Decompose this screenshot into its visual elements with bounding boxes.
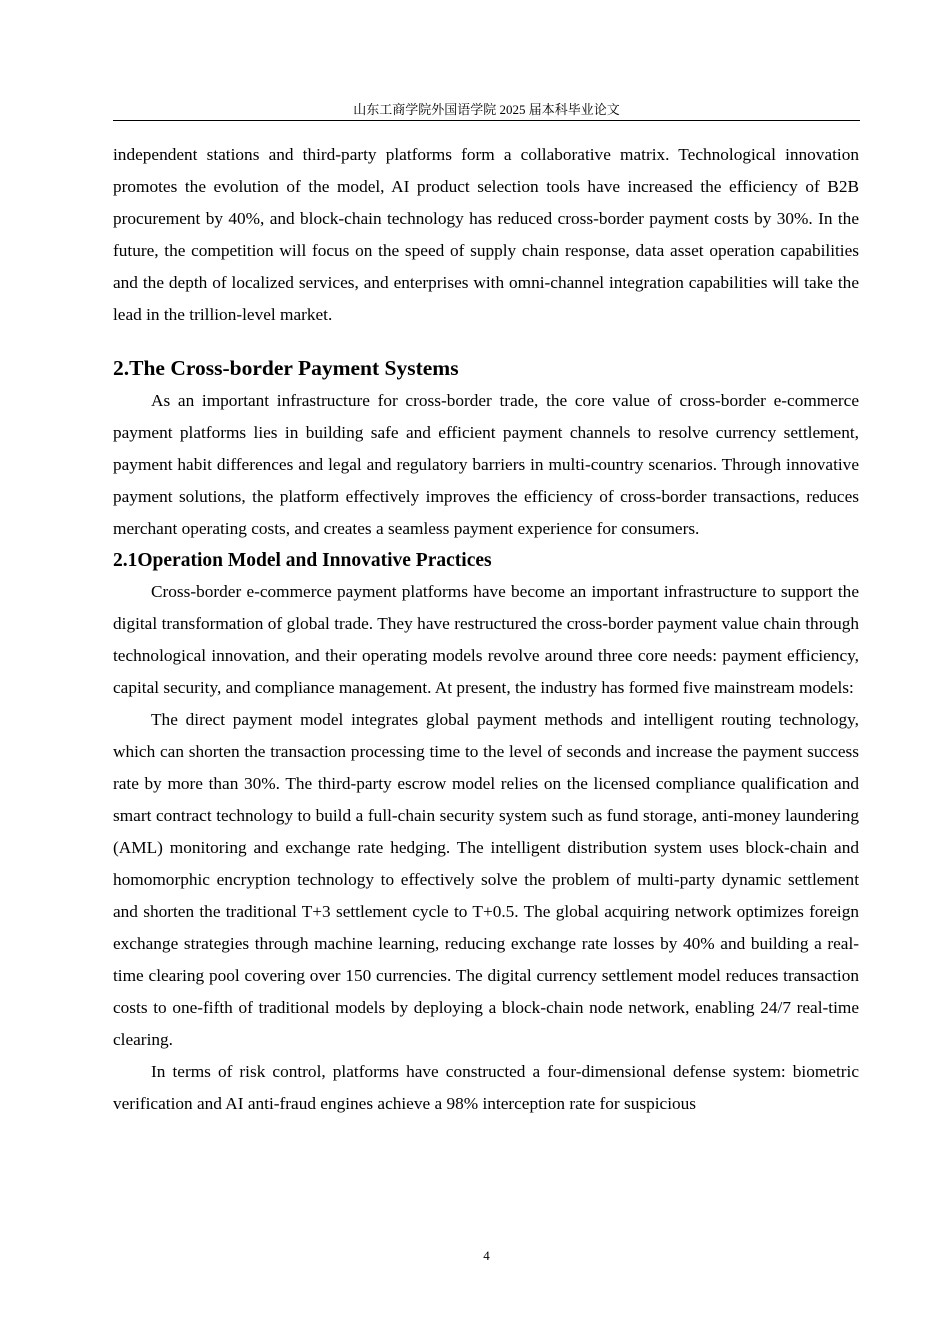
body-paragraph: The direct payment model integrates global payment methods and intelligent routing technology, which can shorten the transaction processing time to the level of seconds and increase the payment success rate by more than 30%. The third-party escrow model relies on the licensed compliance qualification and smart contract technology to build a full-chain security system such as fund storage, anti-money laundering (AML) monitoring and exchange rate hedging. The intelligent distribution system uses block-chain and homomorphic encryption technology to effectively solve the problem of multi-party dynamic settlement and shorten the traditional T+3 settlement cycle to T+0.5. The global acquiring network optimizes foreign exchange strategies through machine learning, reducing exchange rate losses by 40% and building a real-time clearing pool covering over 150 currencies. The digital currency settlement model reduces transaction costs to one-fifth of traditional models by deploying a block-chain node network, enabling 24/7 real-time clearing. xyxy=(113,710,859,1049)
page-body xyxy=(113,139,859,1120)
section-intro-paragraph: As an important infrastructure for cross-border trade, the core value of cross-border e-commerce payment platforms lies in building safe and efficient payment channels to resolve currency settlement, payment habit differences and legal and regulatory barriers in multi-country scenarios. Through innovative payment solutions, the platform effectively improves the efficiency of cross-border transactions, reduces merchant operating costs, and creates a seamless payment experience for consumers. xyxy=(113,391,859,538)
section-heading: 2.The Cross-border Payment Systems xyxy=(113,356,459,380)
running-header: 山东工商学院外国语学院 2025 届本科毕业论文 xyxy=(353,102,620,117)
header-rule xyxy=(113,120,860,121)
body-paragraph: Cross-border e-commerce payment platforms have become an important infrastructure to support the digital transformation of global trade. They have restructured the cross-border payment value chain through technological innovation, and their operating models revolve around three core needs: payment efficiency, capital security, and compliance management. At present, the industry has formed five mainstream models: xyxy=(113,582,859,697)
continuation-paragraph: independent stations and third-party platforms form a collaborative matrix. Technological innovation promotes the evolution of the model, AI product selection tools have increased the efficiency of B2B procurement by 40%, and block-chain technology has reduced cross-border payment costs by 30%. In the future, the competition will focus on the speed of supply chain response, data asset operation capabilities and the depth of localized services, and enterprises with omni-channel integration capabilities will take the lead in the trillion-level market. xyxy=(113,145,859,324)
page-number: 4 xyxy=(483,1248,490,1263)
body-paragraph: In terms of risk control, platforms have constructed a four-dimensional defense system: biometric verification and AI anti-fraud engines achieve a 98% interception rate for suspicious xyxy=(113,1062,859,1113)
subsection-heading: 2.1Operation Model and Innovative Practices xyxy=(113,550,492,571)
